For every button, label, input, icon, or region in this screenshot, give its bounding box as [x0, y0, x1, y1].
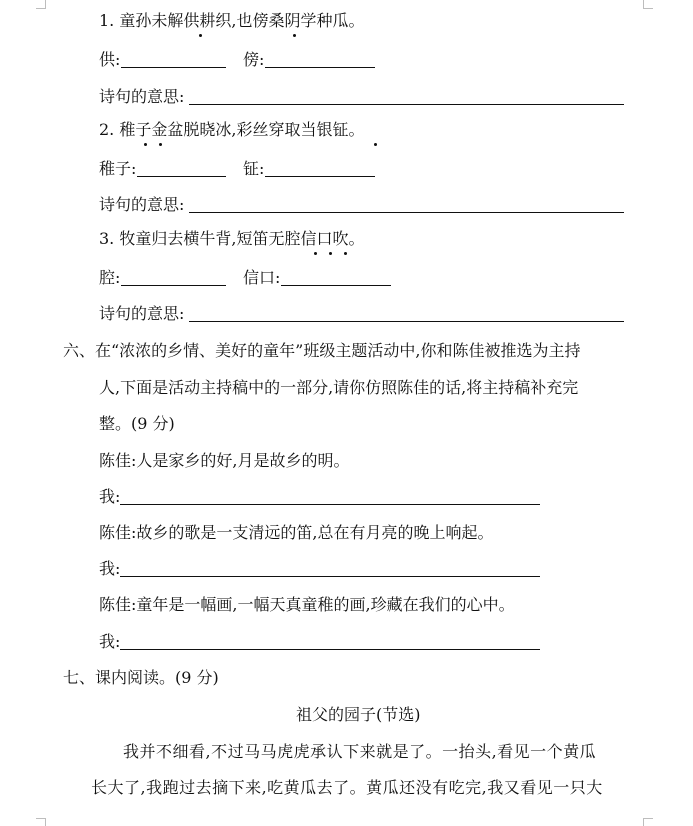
- answer-blank[interactable]: [281, 285, 391, 286]
- emphasis-dot: [329, 252, 332, 255]
- answer-blank[interactable]: [120, 649, 540, 650]
- answer-blank[interactable]: [189, 104, 624, 105]
- corner-mark-top-right: [643, 8, 653, 9]
- section-6-prompt-line: 整。(9 分): [99, 414, 175, 433]
- poem-line-1: 1. 童孙未解供耕织,也傍桑阴学种瓜。: [99, 11, 365, 30]
- answer-blank[interactable]: [120, 504, 540, 505]
- section-6-prompt-line: 六、在“浓浓的乡情、美好的童年”班级主题活动中,你和陈佳被推选为主持: [63, 341, 581, 360]
- word-label-gong: 供:: [99, 50, 121, 69]
- me-label: 我:: [99, 487, 121, 506]
- answer-blank[interactable]: [121, 285, 226, 286]
- emphasis-dot: [144, 143, 147, 146]
- emphasis-dot: [159, 143, 162, 146]
- word-label-zheng: 钲:: [243, 159, 265, 178]
- word-label-zhizi: 稚子:: [99, 159, 137, 178]
- meaning-label: 诗句的意思:: [99, 87, 185, 106]
- section-7-heading: 七、课内阅读。(9 分): [63, 668, 219, 687]
- corner-mark-bottom-left: [45, 818, 46, 826]
- word-label-qiang: 腔:: [99, 268, 121, 287]
- poem-line-2: 2. 稚子金盆脱晓冰,彩丝穿取当银钲。: [99, 120, 365, 139]
- corner-mark-bottom-left: [36, 818, 46, 819]
- answer-blank[interactable]: [265, 67, 375, 68]
- corner-mark-bottom-right: [643, 818, 644, 826]
- chenjia-line-2: 陈佳:故乡的歌是一支清远的笛,总在有月亮的晚上响起。: [99, 523, 494, 542]
- answer-blank[interactable]: [121, 67, 226, 68]
- chenjia-line-3: 陈佳:童年是一幅画,一幅天真童稚的画,珍藏在我们的心中。: [99, 595, 515, 614]
- poem-line-3: 3. 牧童归去横牛背,短笛无腔信口吹。: [99, 229, 365, 248]
- me-label: 我:: [99, 559, 121, 578]
- corner-mark-top-right: [643, 0, 644, 8]
- emphasis-dot: [293, 34, 296, 37]
- emphasis-dot: [199, 34, 202, 37]
- corner-mark-bottom-right: [643, 818, 653, 819]
- passage-title: 祖父的园子(节选): [296, 705, 421, 724]
- corner-mark-top-left: [45, 0, 46, 8]
- passage-line: 长大了,我跑过去摘下来,吃黄瓜去了。黄瓜还没有吃完,我又看见一只大: [91, 778, 603, 797]
- emphasis-dot: [374, 143, 377, 146]
- passage-line: 我并不细看,不过马马虎虎承认下来就是了。一抬头,看见一个黄瓜: [123, 742, 597, 761]
- word-label-xinkou: 信口:: [243, 268, 281, 287]
- me-label: 我:: [99, 632, 121, 651]
- answer-blank[interactable]: [189, 212, 624, 213]
- meaning-label: 诗句的意思:: [99, 304, 185, 323]
- corner-mark-top-left: [36, 8, 46, 9]
- answer-blank[interactable]: [265, 176, 375, 177]
- word-label-bang: 傍:: [243, 50, 265, 69]
- emphasis-dot: [314, 252, 317, 255]
- answer-blank[interactable]: [189, 321, 624, 322]
- meaning-label: 诗句的意思:: [99, 195, 185, 214]
- chenjia-line-1: 陈佳:人是家乡的好,月是故乡的明。: [99, 451, 350, 470]
- emphasis-dot: [344, 252, 347, 255]
- answer-blank[interactable]: [120, 576, 540, 577]
- answer-blank[interactable]: [137, 176, 226, 177]
- section-6-prompt-line: 人,下面是活动主持稿中的一部分,请你仿照陈佳的话,将主持稿补充完: [99, 378, 579, 397]
